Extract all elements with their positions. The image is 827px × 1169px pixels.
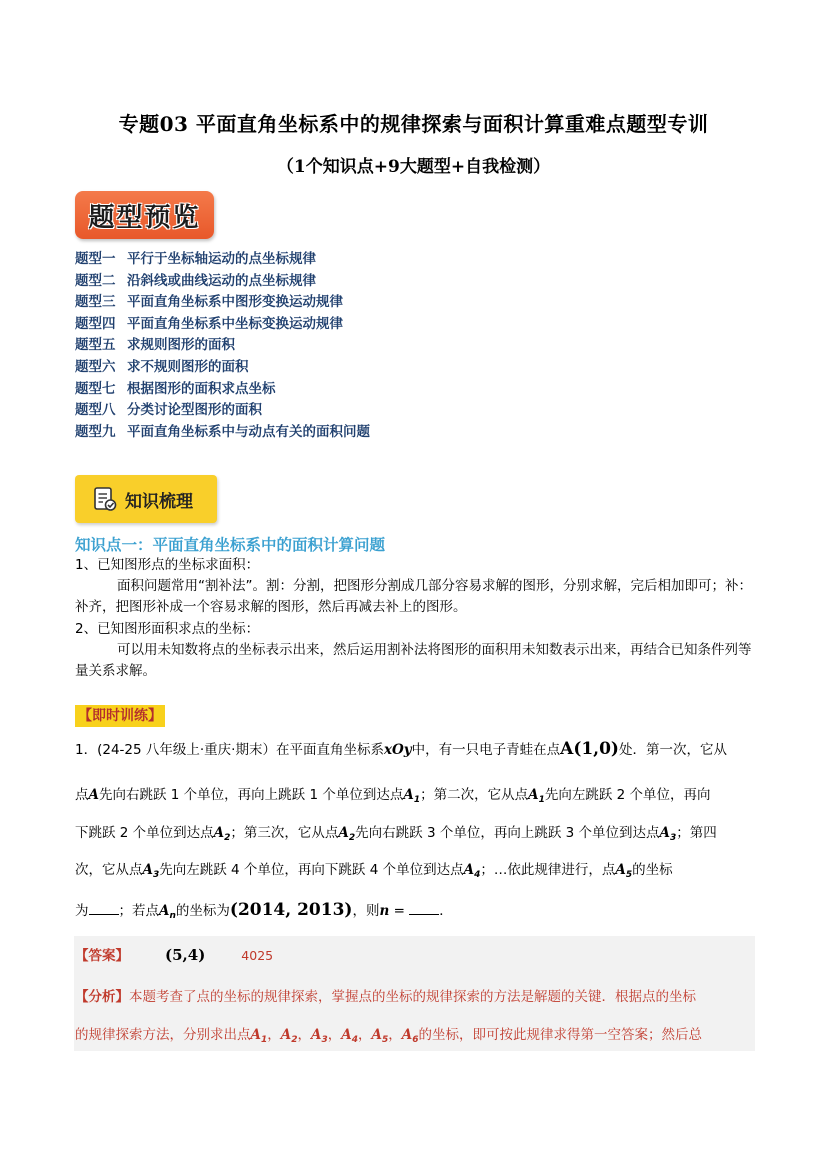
topic-num: 题型二: [75, 272, 116, 289]
item2-body: 可以用未知数将点的坐标表示出来，然后运用割补法将图形的面积用未知数表示出来，再结合已知条件列等量关系求解。: [75, 642, 752, 679]
topic-num: 题型五: [75, 337, 116, 354]
question-line: 为 ；若点$A_n$的坐标为(2014, 2013)，则n = ．: [75, 900, 453, 921]
item1-body: 面积问题常用“割补法”。割：分割，把图形分割成几部分容易求解的图形，分别求解，完后相加即可；补：补齐，把图形补成一个容易求解的图形，然后再减去补上的图形。: [75, 578, 752, 615]
analysis-line: 的规律探索方法，分别求出点$A_1$，$A_2$，$A_3$，$A_4$，$A_5$，$A_6$的坐标，即可按此规律求得第一空答案；然后总: [75, 1027, 702, 1045]
topic-text: 根据图形的面积求点坐标: [127, 380, 276, 397]
topic-item: [75, 271, 370, 293]
topic-num: 题型七: [75, 380, 116, 397]
topic-text: 求规则图形的面积: [127, 337, 235, 354]
item2-title: 2、已知图形面积求点的坐标：: [75, 621, 260, 637]
topic-item: [75, 292, 370, 314]
topic-num: 题型四: [75, 315, 116, 332]
topic-text: 求不规则图形的面积: [127, 358, 249, 375]
topic-item: [75, 379, 370, 401]
question-line: 点A先向右跳跃 1 个单位，再向上跳跃 1 个单位到达点$A_1$；第二次，它从点$A_1$先向左跳跃 2 个单位，再向: [75, 787, 711, 805]
question-line: 1．(24-25 八年级上·重庆·期末）在平面直角坐标系xOy中，有一只电子青蛙在点A(1,0)处．第一次，它从: [75, 739, 727, 759]
answer-value-2: 4025: [241, 948, 274, 963]
topic-text: 平面直角坐标系中与动点有关的面积问题: [127, 423, 370, 440]
answer-blank: [89, 900, 119, 915]
topic-num: 题型一: [75, 251, 116, 267]
drill-label: 【即时训练】: [75, 705, 165, 727]
preview-badge: [75, 191, 214, 239]
topic-item: [75, 357, 370, 379]
page-subtitle: （1个知识点+9大题型+自我检测）: [276, 157, 551, 177]
document-check-icon: [93, 486, 117, 512]
question-line: 次，它从点$A_3$先向左跳跃 4 个单位，再向下跳跃 4 个单位到达点$A_4$；…依此规律进行，点$A_5$的坐标: [75, 862, 673, 880]
item1-title: 1、已知图形点的坐标求面积：: [75, 557, 260, 573]
answer-blank: [409, 900, 439, 915]
knowledge-heading: 知识点一：平面直角坐标系中的面积计算问题: [75, 535, 386, 554]
preview-badge-label: 题型预览: [88, 202, 201, 233]
topic-item: [75, 335, 370, 357]
topic-num: 题型九: [75, 423, 116, 440]
topic-item: [75, 314, 370, 336]
knowledge-badge: [75, 475, 217, 523]
answer-value-1: (5,4): [165, 946, 206, 964]
question-line: 下跳跃 2 个单位到达点$A_2$；第三次，它从点$A_2$先向右跳跃 3 个单位，再向上跳跃 3 个单位到达点$A_3$；第四: [75, 825, 717, 843]
topic-text: 沿斜线或曲线运动的点坐标规律: [127, 272, 316, 289]
knowledge-badge-label: 知识梳理: [125, 491, 193, 512]
analysis-line: 【分析】本题考查了点的坐标的规律探索，掌握点的坐标的规律探索的方法是解题的关键．根据点的坐标: [75, 989, 696, 1005]
topic-item: [75, 400, 370, 422]
topic-text: 平行于坐标轴运动的点坐标规律: [127, 251, 316, 267]
topic-num: 题型八: [75, 402, 116, 419]
topic-list: [75, 249, 370, 443]
page-title: 专题03 平面直角坐标系中的规律探索与面积计算重难点题型专训: [118, 112, 709, 136]
topic-num: 题型三: [75, 294, 116, 311]
answer-line: 【答案】 (5,4) 4025: [75, 946, 274, 964]
topic-item: [75, 422, 370, 444]
topic-text: 分类讨论型图形的面积: [127, 402, 262, 419]
topic-text: 平面直角坐标系中坐标变换运动规律: [127, 315, 343, 332]
topic-text: 平面直角坐标系中图形变换运动规律: [127, 294, 343, 311]
topic-num: 题型六: [75, 358, 116, 375]
topic-item: [75, 249, 370, 271]
